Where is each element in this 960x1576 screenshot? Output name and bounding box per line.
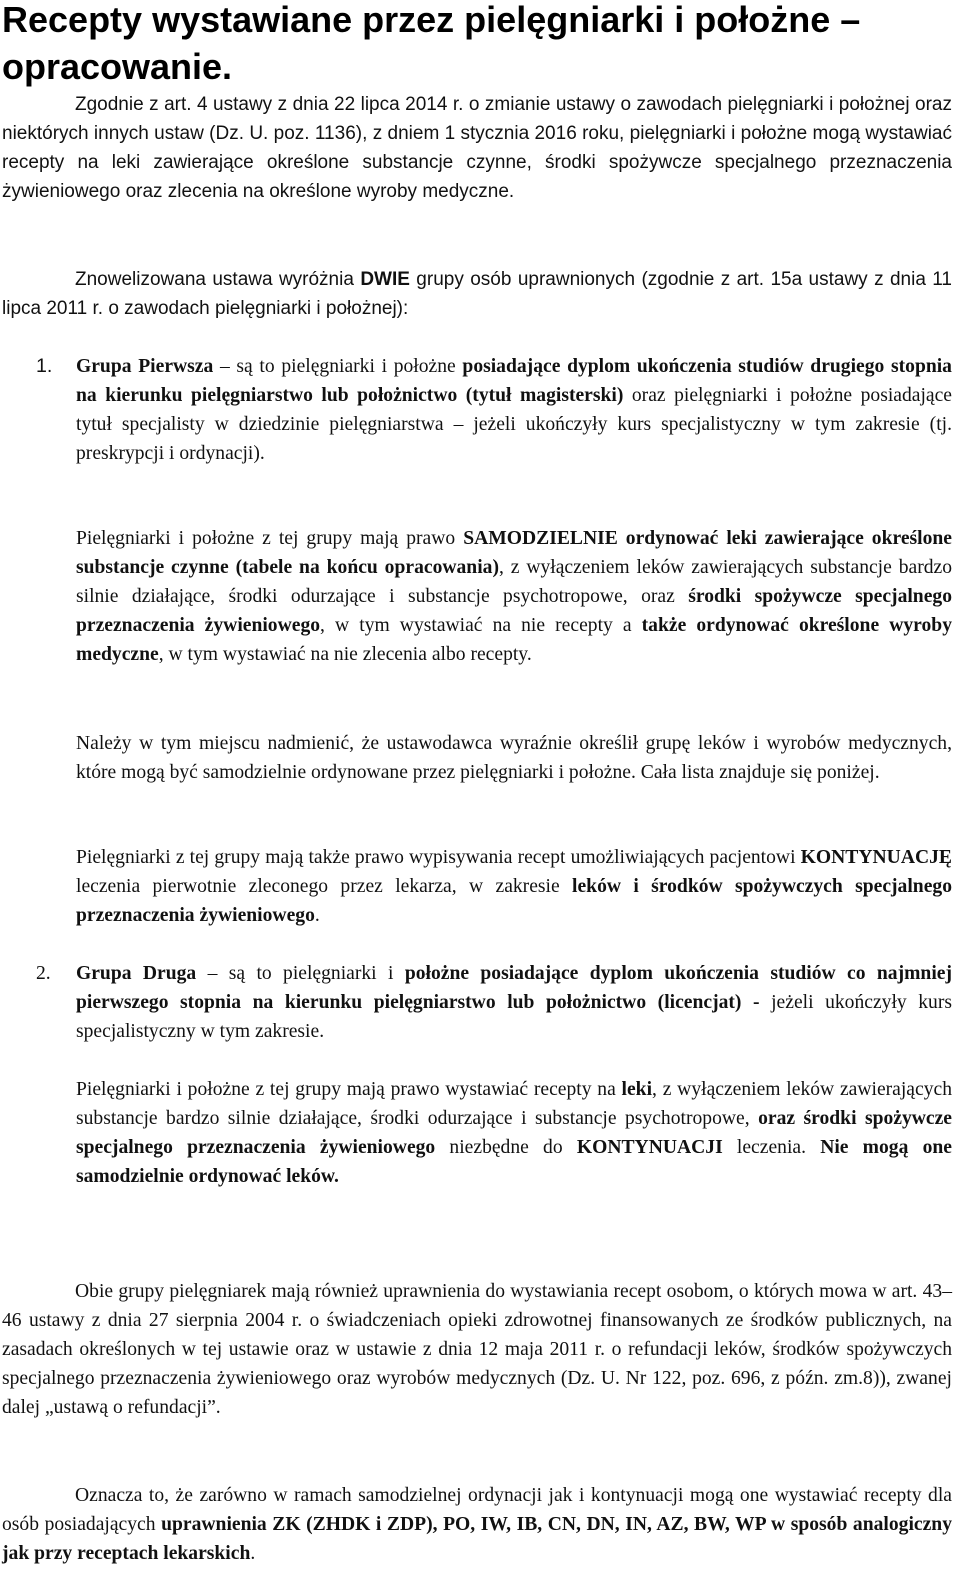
bold-run: DWIE <box>360 269 410 290</box>
group-two-paragraph <box>76 959 952 1046</box>
group-one-continuation-paragraph <box>76 843 952 930</box>
item-number-1: 1. <box>36 355 53 377</box>
bold-run: środki spożywcze specjalnego przeznaczenia żywieniowego <box>76 586 952 636</box>
item-number-2: 2. <box>36 963 51 984</box>
bold-run: oraz środki spożywcze specjalnego przeznaczenia żywieniowego <box>76 1108 953 1158</box>
text-run: Należy w tym miejscu nadmienić, że ustawodawca wyraźnie określił grupę leków i wyrobów medycznych, które mogą być samodzielnie ordynowane przez pielęgniarki i położne. Cała lista znajduje się poniżej. <box>76 733 952 783</box>
text-run: Oznacza to, że zarówno w ramach samodzielnej ordynacji jak i kontynuacji mogą one wystawiać recepty dla osób posiadających <box>2 1485 952 1535</box>
text-run: Obie grupy pielęgniarek mają również uprawnienia do wystawiania recept osobom, o których mowa w art. 43–46 ustawy z dnia 27 sierpnia 2004 r. o świadczeniach opieki zdrowotnej finansowanych ze środków publicznych, na zasadach określonych w tej ustawie oraz w ustawie z dnia 12 maja 2011 r. o refundacji leków, środków spożywczych specjalnego przeznaczenia żywieniowego oraz wyrobów medycznych (Dz. U. Nr 122, poz. 696, z późn. zm.8)), zwanej dalej „ustawą o refundacji”. <box>2 1281 952 1418</box>
group-one-note-paragraph <box>76 729 952 787</box>
group-one-rights-paragraph <box>76 524 952 669</box>
bold-run: SAMODZIELNIE ordynować leki zawierające określone substancje czynne (tabele na końcu opracowania) <box>76 528 952 578</box>
text-run: . <box>250 1543 256 1564</box>
text-run: – są to pielęgniarki i <box>196 963 405 984</box>
text-run: oraz pielęgniarki i położne posiadające tytuł specjalisty w dziedzinie pielęgniarstwa – jeżeli ukończyły kurs specjalistyczny w tym zakresie (tj. preskrypcji i ordynacji). <box>76 385 952 464</box>
bold-run: Grupa Pierwsza <box>76 356 214 377</box>
text-run: , z wyłączeniem leków zawierających substancje bardzo silnie działające, środki odurzające i substancje psychotropowe, oraz <box>76 557 953 607</box>
both-groups-paragraph <box>2 1277 952 1422</box>
text-run: Zgodnie z art. 4 ustawy z dnia 22 lipca 2014 r. o zmianie ustawy o zawodach pielęgniarki i położnej oraz niektórych innych ustaw (Dz. U. poz. 1136), z dniem 1 stycznia 2016 roku, pielęgniarki i położne mogą wystawiać recepty na leki zawierające określone substancje czynne, środki spożywcze specjalnego przeznaczenia żywieniowego oraz zlecenia na określone wyroby medyczne. <box>2 94 952 202</box>
text-run: jeżeli ukończyły kurs specjalistyczny w tym zakresie. <box>76 992 953 1042</box>
conclusion-paragraph <box>2 1481 952 1568</box>
bold-run: Grupa Druga <box>76 963 197 984</box>
bold-run: także ordynować określone wyroby medyczne <box>76 615 952 665</box>
text-run: Pielęgniarki i położne z tej grupy mają prawo wystawiać recepty na <box>76 1079 622 1100</box>
bold-run: uprawnienia ZK (ZHDK i ZDP), PO, IW, IB, CN, DN, IN, AZ, BW, WP w sposób analogiczny jak przy receptach lekarskich <box>2 1514 952 1564</box>
bold-run: posiadające dyplom ukończenia studiów drugiego stopnia na kierunku pielęgniarstwo lub położnictwo (tytuł magisterski) <box>76 356 952 406</box>
bold-run: Nie mogą one samodzielnie ordynować leków. <box>76 1137 952 1187</box>
text-run: Pielęgniarki z tej grupy mają także prawo wypisywania recept umożliwiających pacjentowi <box>76 847 801 868</box>
text-run: leczenia pierwotnie zleconego przez lekarza, w zakresie <box>76 876 573 897</box>
text-run: , w tym wystawiać na nie zlecenia albo recepty. <box>158 644 532 665</box>
text-run: . <box>314 905 320 926</box>
groups-intro-paragraph <box>2 265 952 323</box>
bold-run: KONTYNUACJI <box>576 1137 723 1158</box>
text-run: niezbędne do <box>435 1137 577 1158</box>
bold-run: położne posiadające dyplom ukończenia studiów co najmniej pierwszego stopnia na kierunku pielęgniarstwo lub położnictwo (licencjat) - <box>76 963 952 1013</box>
text-run: grupy osób uprawnionych (zgodnie z art. 15a ustawy z dnia 11 lipca 2011 r. o zawodach pielęgniarki i położnej): <box>2 269 952 319</box>
text-run: – są to pielęgniarki i położne <box>213 356 463 377</box>
bold-run: KONTYNUACJĘ <box>800 847 952 868</box>
text-run: leczenia. <box>722 1137 821 1158</box>
group-two-rights-paragraph <box>76 1075 952 1191</box>
text-run: Pielęgniarki i położne z tej grupy mają prawo <box>76 528 464 549</box>
text-run: , w tym wystawiać na nie recepty a <box>320 615 642 636</box>
text-run: , z wyłączeniem leków zawierających substancje bardzo silnie działające, środki odurzające i substancje psychotropowe, <box>76 1079 952 1129</box>
intro-paragraph <box>2 90 952 206</box>
bold-run: leków i środków spożywczych specjalnego przeznaczenia żywieniowego <box>76 876 952 926</box>
bold-run: leki <box>621 1079 653 1100</box>
group-one-paragraph <box>76 352 952 468</box>
text-run: Znowelizowana ustawa wyróżnia <box>75 269 361 290</box>
document-title: Recepty wystawiane przez pielęgniarki i położne – opracowanie. <box>2 0 861 87</box>
